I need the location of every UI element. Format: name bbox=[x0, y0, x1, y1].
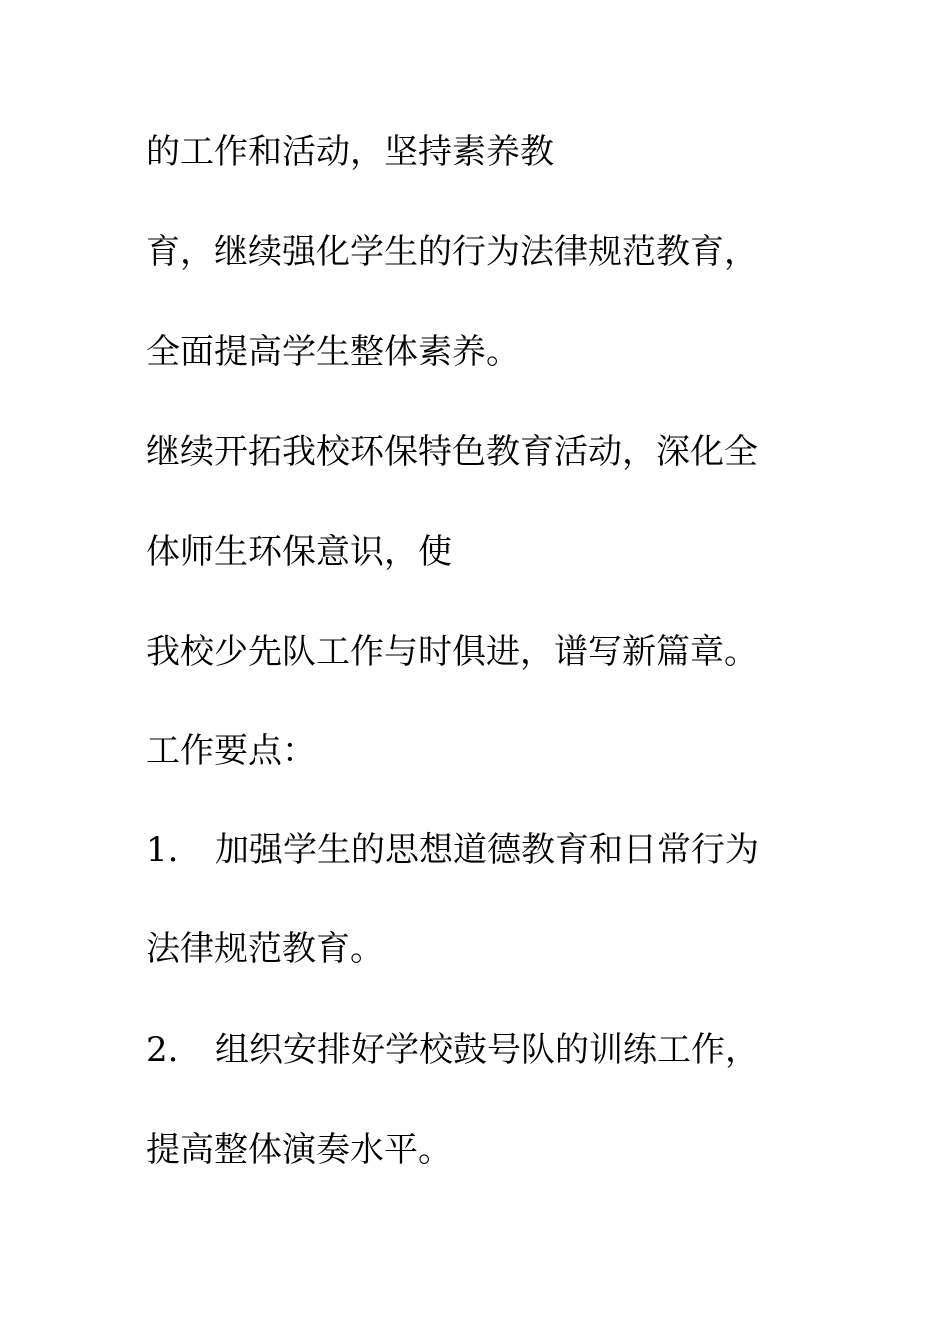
list-item-number: 2. bbox=[146, 1030, 179, 1070]
paragraph-line: 育，继续强化学生的行为法律规范教育， bbox=[146, 232, 758, 272]
section-heading: 工作要点： bbox=[146, 731, 316, 771]
paragraph-line: 体师生环保意识，使 bbox=[146, 532, 452, 572]
paragraph-line: 继续开拓我校环保特色教育活动，深化全 bbox=[146, 432, 758, 472]
list-item-continuation: 法律规范教育。 bbox=[146, 929, 384, 969]
list-item bbox=[146, 1030, 759, 1070]
list-item-text: 加强学生的思想道德教育和日常行为 bbox=[215, 830, 759, 870]
paragraph-line: 我校少先队工作与时俱进，谱写新篇章。 bbox=[146, 632, 758, 672]
paragraph-line: 的工作和活动，坚持素养教 bbox=[146, 132, 554, 172]
list-item-continuation: 提高整体演奏水平。 bbox=[146, 1130, 452, 1170]
list-item bbox=[146, 830, 759, 870]
list-item-text: 组织安排好学校鼓号队的训练工作， bbox=[215, 1030, 759, 1070]
list-item-number: 1. bbox=[146, 830, 179, 870]
paragraph-line: 全面提高学生整体素养。 bbox=[146, 332, 520, 372]
